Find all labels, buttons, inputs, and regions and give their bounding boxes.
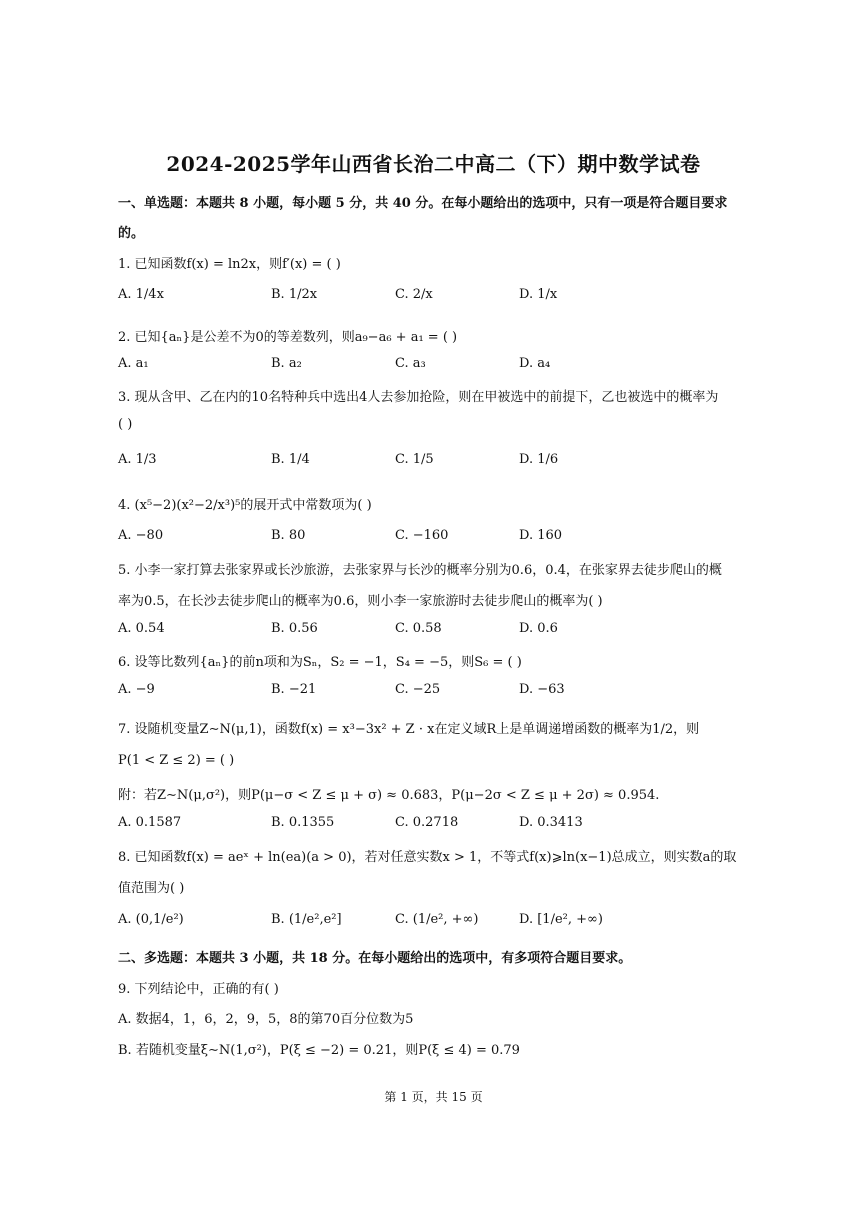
q3-option-c: C. 1/5 xyxy=(395,452,434,467)
page-footer: 第 1 页，共 15 页 xyxy=(384,1090,483,1104)
q4-option-b: B. 80 xyxy=(271,528,306,543)
q5-option-d: D. 0.6 xyxy=(519,621,558,636)
q3-option-a: A. 1/3 xyxy=(118,452,157,467)
q6-option-b: B. −21 xyxy=(271,682,317,697)
q5-stem: 5. 小李一家打算去张家界或长沙旅游，去张家界与长沙的概率分别为0.6，0.4，在张家界去徒步爬山的概 xyxy=(118,563,722,578)
q7-stem-cont: P(1 < Z ≤ 2) = ( ) xyxy=(118,753,235,768)
q1-option-b: B. 1/2x xyxy=(271,287,318,302)
q8-stem: 8. 已知函数f(x) = aeˣ + ln(ea)(a > 0)，若对任意实数x > 1，不等式f(x)⩾ln(x−1)总成立，则实数a的取 xyxy=(118,850,737,865)
q9-option-b: B. 若随机变量ξ∼N(1,σ²)，P(ξ ≤ −2) = 0.21，则P(ξ ≤ 4) = 0.79 xyxy=(118,1043,520,1058)
q2-option-b: B. a₂ xyxy=(271,356,302,371)
q3-stem: 3. 现从含甲、乙在内的10名特种兵中选出4人去参加抢险，则在甲被选中的前提下，乙也被选中的概率为 xyxy=(118,390,719,405)
q6-stem: 6. 设等比数列{aₙ}的前n项和为Sₙ，S₂ = −1，S₄ = −5，则S₆ = ( ) xyxy=(118,655,522,670)
section1-heading-cont: 的。 xyxy=(118,226,145,241)
q3-option-d: D. 1/6 xyxy=(519,452,559,467)
q7-stem: 7. 设随机变量Z∼N(μ,1)，函数f(x) = x³−3x² + Z · x在定义域R上是单调递增函数的概率为1/2，则 xyxy=(118,722,700,737)
q8-option-a: A. (0,1/e²) xyxy=(118,912,184,927)
q1-option-d: D. 1/x xyxy=(519,287,558,302)
q4-option-a: A. −80 xyxy=(118,528,164,543)
q3-option-b: B. 1/4 xyxy=(271,452,310,467)
q3-stem-cont: ( ) xyxy=(118,417,133,432)
q4-option-d: D. 160 xyxy=(519,528,563,543)
q7-option-c: C. 0.2718 xyxy=(395,815,459,830)
q8-option-c: C. (1/e², +∞) xyxy=(395,912,479,927)
q4-option-c: C. −160 xyxy=(395,528,449,543)
q7-option-b: B. 0.1355 xyxy=(271,815,335,830)
q2-option-a: A. a₁ xyxy=(118,356,149,371)
q8-option-b: B. (1/e²,e²] xyxy=(271,912,342,927)
q6-option-a: A. −9 xyxy=(118,682,155,697)
section2-heading: 二、多选题：本题共 3 小题，共 18 分。在每小题给出的选项中，有多项符合题目要求。 xyxy=(118,951,632,966)
q8-stem-cont: 值范围为( ) xyxy=(118,881,185,896)
q7-option-d: D. 0.3413 xyxy=(519,815,583,830)
q1-option-a: A. 1/4x xyxy=(118,287,164,302)
q5-option-a: A. 0.54 xyxy=(118,621,165,636)
q7-option-a: A. 0.1587 xyxy=(118,815,182,830)
q2-option-c: C. a₃ xyxy=(395,356,426,371)
q9-option-a: A. 数据4，1，6，2，9，5，8的第70百分位数为5 xyxy=(118,1012,414,1027)
q1-option-c: C. 2/x xyxy=(395,287,433,302)
page-title: 2024-2025学年山西省长治二中高二（下）期中数学试卷 xyxy=(166,152,701,176)
q6-option-d: D. −63 xyxy=(519,682,565,697)
q5-option-b: B. 0.56 xyxy=(271,621,318,636)
q4-stem: 4. (x⁵−2)(x²−2/x³)⁵的展开式中常数项为( ) xyxy=(118,498,372,513)
q9-stem: 9. 下列结论中，正确的有( ) xyxy=(118,982,279,997)
q2-option-d: D. a₄ xyxy=(519,356,551,371)
q6-option-c: C. −25 xyxy=(395,682,441,697)
q8-option-d: D. [1/e², +∞) xyxy=(519,912,603,927)
q7-note: 附：若Z∼N(μ,σ²)，则P(μ−σ < Z ≤ μ + σ) ≈ 0.683，P(μ−2σ < Z ≤ μ + 2σ) ≈ 0.954. xyxy=(118,788,660,803)
q5-option-c: C. 0.58 xyxy=(395,621,442,636)
q5-stem-cont: 率为0.5，在长沙去徒步爬山的概率为0.6，则小李一家旅游时去徒步爬山的概率为( ) xyxy=(118,594,603,609)
q1-stem: 1. 已知函数f(x) = ln2x，则f′(x) = ( ) xyxy=(118,257,341,272)
q2-stem: 2. 已知{aₙ}是公差不为0的等差数列，则a₉−a₆ + a₁ = ( ) xyxy=(118,330,458,345)
section1-heading: 一、单选题：本题共 8 小题，每小题 5 分，共 40 分。在每小题给出的选项中，只有一项是符合题目要求 xyxy=(118,196,728,211)
